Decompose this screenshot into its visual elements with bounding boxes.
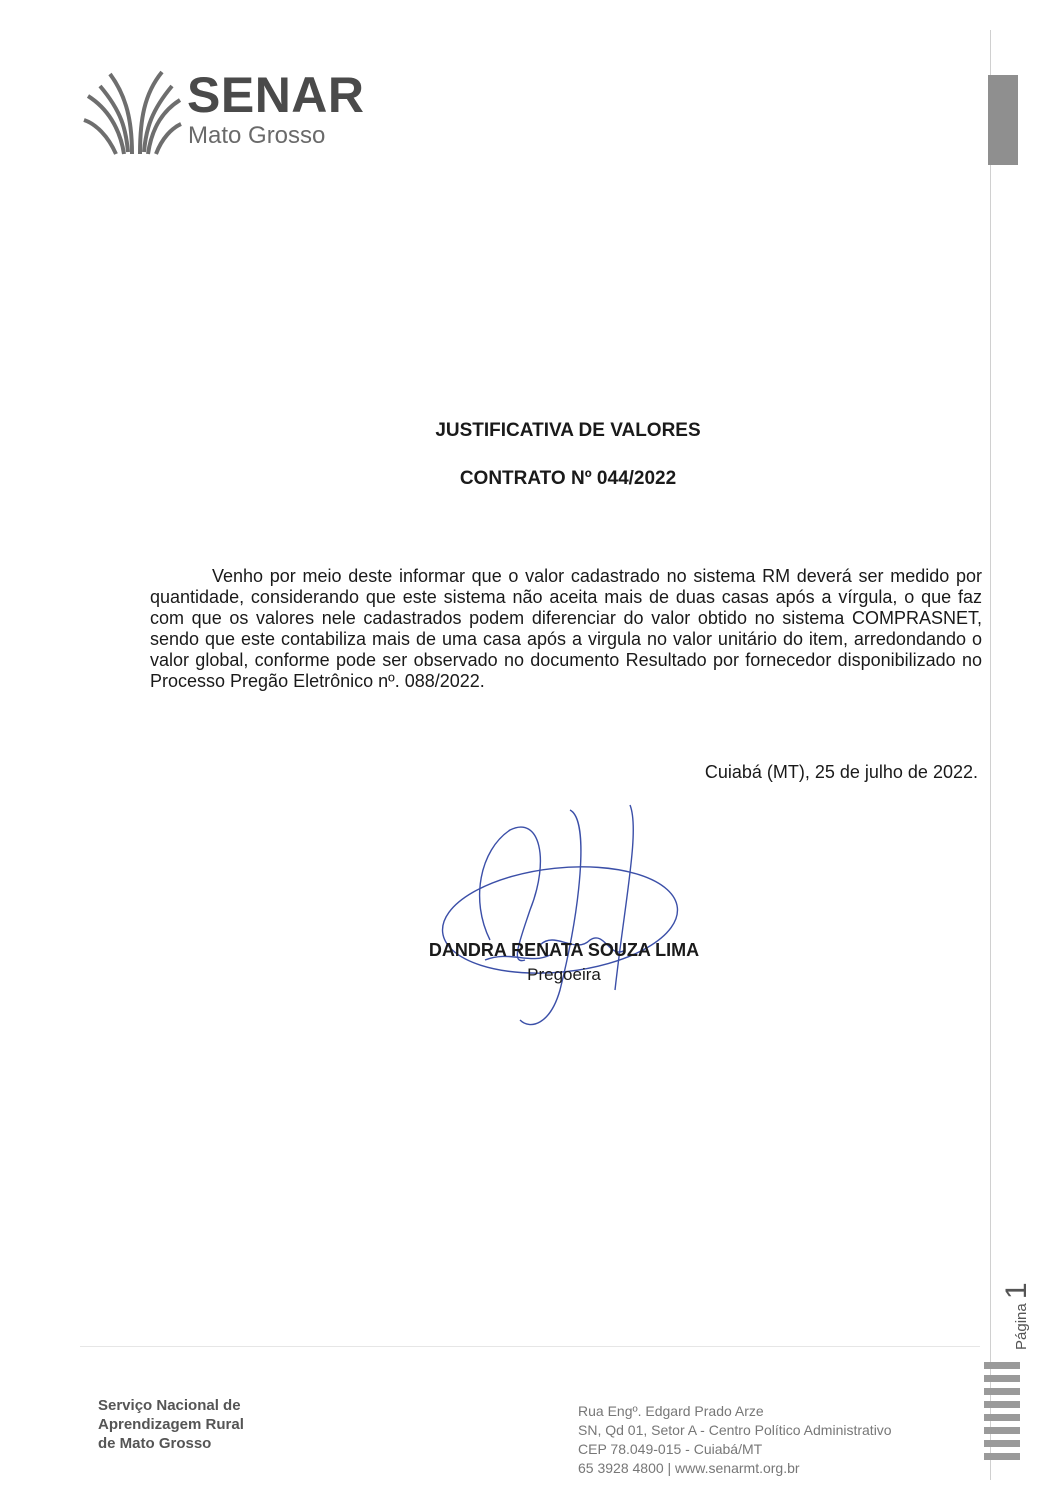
signer-name: DANDRA RENATA SOUZA LIMA	[428, 940, 700, 960]
page-label-text: Página	[1013, 1303, 1030, 1350]
footer-address	[578, 1402, 892, 1478]
page-number: 1	[1000, 1282, 1033, 1300]
signer-role: Pregoeira	[527, 965, 601, 984]
footer-address-line: SN, Qd 01, Setor A - Centro Político Administrativo	[578, 1422, 892, 1438]
footer-org-line: Serviço Nacional de	[98, 1397, 241, 1414]
handwritten-signature	[430, 790, 690, 1040]
page-indicator	[1000, 1282, 1034, 1350]
side-stripes	[984, 1362, 1020, 1466]
footer-address-line: Rua Engº. Edgard Prado Arze	[578, 1403, 764, 1419]
document-title: JUSTIFICATIVA DE VALORES	[435, 420, 701, 441]
side-tab-marker	[988, 75, 1018, 165]
logo-subtitle: Mato Grosso	[188, 122, 326, 149]
body-paragraph: Venho por meio deste informar que o valor cadastrado no sistema RM deverá ser medido por quantidade, considerando que este sistema não aceita mais de duas casas após a vírgula, o que faz com que os valores nele cadastrados podem diferenciar do valor obtido no sistema COMPRASNET, sendo que este contabiliza mais de uma casa após a virgula no valor unitário do item, arredondando o valor global, conforme pode ser observado no documento Resultado por fornecedor disponibilizado no Processo Pregão Eletrônico nº. 088/2022.	[150, 566, 982, 691]
scan-edge-line	[990, 30, 991, 1480]
footer-org-line: Aprendizagem Rural	[98, 1416, 244, 1433]
footer-address-line: 65 3928 4800 | www.senarmt.org.br	[578, 1460, 800, 1476]
senar-logo-icon	[82, 62, 182, 158]
logo-name: SENAR	[187, 67, 365, 123]
footer-address-line: CEP 78.049-015 - Cuiabá/MT	[578, 1441, 763, 1457]
senar-logo	[82, 62, 372, 162]
footer-org-line: de Mato Grosso	[98, 1435, 212, 1452]
contract-number: CONTRATO Nº 044/2022	[459, 468, 677, 489]
footer-divider	[80, 1346, 980, 1347]
footer-organization	[98, 1396, 244, 1453]
document-date: Cuiabá (MT), 25 de julho de 2022.	[704, 762, 978, 782]
